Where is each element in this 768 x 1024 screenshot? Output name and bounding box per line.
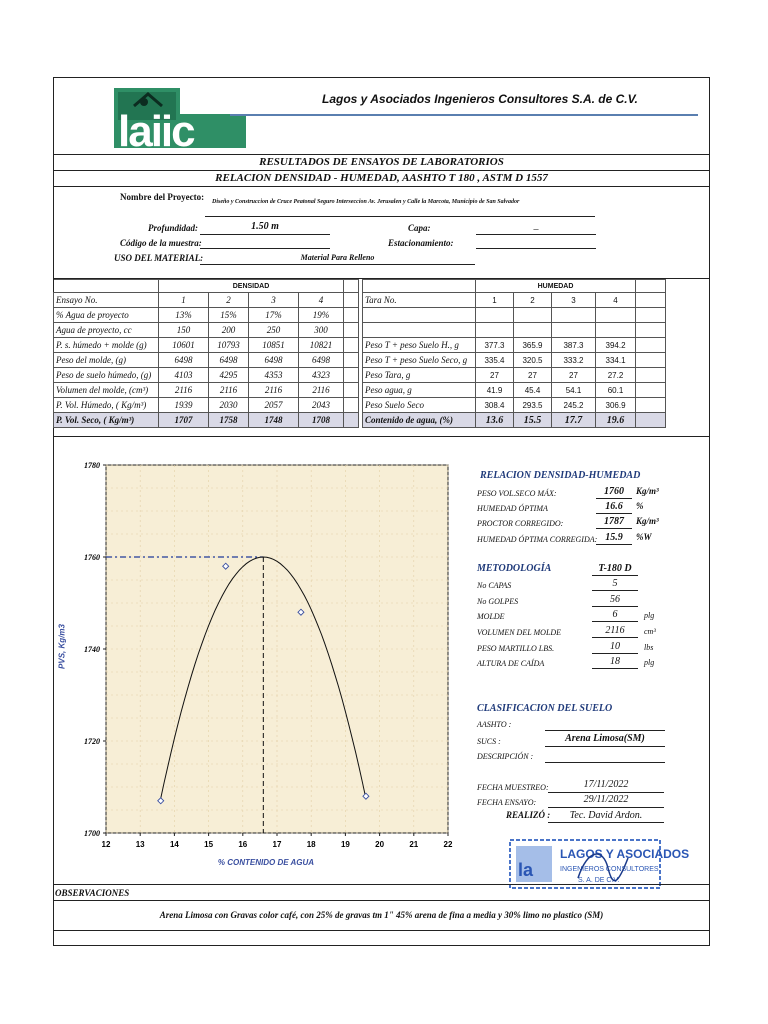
title-bottom-rule [53,186,710,187]
metodologia-underline [592,637,638,638]
metodologia-value: 5 [612,578,618,589]
humidity-row [363,323,666,338]
humidity-row-label: Peso T + peso Suelo Seco, g [363,353,476,368]
metodologia-label: PESO MARTILLO LBS. [477,644,555,653]
density-row-label: P. Vol. Seco, ( Kg/m³) [54,413,159,428]
relacion-value: 15.9 [605,532,623,543]
metodologia-underline [592,590,638,591]
header-rule [230,114,698,116]
density-row-label: % Agua de proyecto [54,308,159,323]
sample-underline [200,248,330,249]
x-tick-label: 20 [375,840,385,849]
x-tick-label: 22 [443,840,453,849]
humidity-row-label: Peso Tara, g [363,368,476,383]
density-row-label: Agua de proyecto, cc [54,323,159,338]
x-tick-label: 18 [306,840,316,849]
relacion-unit: Kg/m³ [636,516,659,526]
relacion-underline [596,513,632,514]
metodologia-value: 56 [610,594,620,605]
density-row: Volumen del molde, (cm³) 2116 2116 2116 2116 [54,383,359,398]
title-mid-rule [53,170,710,171]
layer-underline [476,234,596,235]
metodologia-unit: lbs [644,643,654,652]
x-tick-label: 13 [135,840,145,849]
humidity-row-label: Peso agua, g [363,383,476,398]
humidity-header: HUMEDAD [476,280,636,293]
y-tick-label: 1720 [84,737,100,746]
humidity-row-label: Tara No. [363,293,476,308]
metodologia-label: VOLUMEN DEL MOLDE [477,628,562,637]
x-tick-label: 19 [340,840,350,849]
metodologia-unit: cm³ [644,627,656,636]
density-row: Peso del molde, (g) 6498 6498 6498 6498 [54,353,359,368]
density-row-label: Volumen del molde, (cm³) [54,383,159,398]
station-label: Estacionamiento: [388,238,454,248]
humidity-row-label [363,308,476,323]
density-row: Peso de suelo húmedo, (g) 4103 4295 4353 4323 [54,368,359,383]
density-row-label: P. Vol. Húmedo, ( Kg/m³) [54,398,159,413]
relacion-value: 1787 [604,516,624,527]
density-row-label: P. s. húmedo + molde (g) [54,338,159,353]
humidity-row: Peso agua, g 41.9 45.4 54.1 60.1 [363,383,666,398]
clasificacion-title: CLASIFICACION DEL SUELO [477,703,613,714]
x-tick-label: 12 [101,840,111,849]
layer-label: Capa: [408,223,431,233]
metodologia-label: MOLDE [477,612,505,621]
relacion-unit: %W [636,532,652,542]
ylabel: PVS, Kg/m3 [57,624,67,669]
metodologia-value: 10 [610,641,620,652]
humidity-row: Peso Suelo Seco 308.4 293.5 245.2 306.9 [363,398,666,413]
metodologia-underline [592,606,638,607]
metodologia-method: T-180 D [598,563,632,574]
sample-label: Código de la muestra: [120,238,202,248]
report-title: RESULTADOS DE ENSAYOS DE LABORATORIOS [259,156,504,168]
layer-value: _ [533,220,539,231]
obs-mid-rule [53,900,710,901]
relacion-label: PESO VOL.SECO MÁX: [477,489,557,498]
obs-top-rule [53,884,710,885]
density-row: P. Vol. Seco, ( Kg/m³) 1707 1758 1748 1708 [54,413,359,428]
relacion-unit: % [636,501,644,511]
density-row: Agua de proyecto, cc 150 200 250 300 [54,323,359,338]
company-name: Lagos y Asociados Ingenieros Consultores S.A. de C.V. [322,92,638,106]
station-underline [476,248,596,249]
relacion-label: HUMEDAD ÓPTIMA CORREGIDA: [477,535,598,544]
project-name-label: Nombre del Proyecto: [120,192,205,202]
humidity-row-label: Peso T + peso Suelo H., g [363,338,476,353]
humidity-row: Peso Tara, g 27 27 27 27.2 [363,368,666,383]
humidity-row [363,308,666,323]
relacion-value: 1760 [604,486,624,497]
metodologia-underline [592,653,638,654]
svg-text:laiic: laiic [118,107,194,156]
company-stamp [508,838,690,890]
density-table [53,279,359,428]
metodologia-label: ALTURA DE CAÍDA [477,659,545,668]
company-logo [114,88,246,156]
metodologia-unit: plg [644,611,655,620]
humidity-row: Tara No. 1 2 3 4 [363,293,666,308]
depth-label: Profundidad: [148,223,199,233]
density-row: P. Vol. Húmedo, ( Kg/m³) 1939 2030 2057 2043 [54,398,359,413]
metodologia-value: 18 [610,656,620,667]
xlabel: % CONTENIDO DE AGUA [217,858,315,867]
density-row: P. s. húmedo + molde (g) 10601 10793 10851 10821 [54,338,359,353]
desc-label: DESCRIPCIÓN : [477,752,534,761]
stamp-line3: S. A. DE C.V. [578,877,620,884]
metodologia-unit: plg [644,658,655,667]
humidity-row: Peso T + peso Suelo Seco, g 335.4 320.5 333.2 334.1 [363,353,666,368]
realizo-underline [548,822,664,823]
y-tick-label: 1740 [84,645,100,654]
relacion-value: 16.6 [605,501,623,512]
use-label: USO DEL MATERIAL: [114,253,204,263]
y-tick-label: 1760 [84,553,100,562]
fecha-muestreo-underline [548,792,664,793]
x-tick-label: 14 [169,840,179,849]
metodologia-label: No GOLPES [477,597,519,606]
use-underline [200,264,475,265]
relacion-underline [596,544,632,545]
metodologia-title: METODOLOGÍA [477,563,552,574]
sucs-underline [545,746,665,747]
aashto-label: AASHTO : [477,720,512,729]
title-top-rule [53,154,710,155]
x-tick-label: 15 [204,840,214,849]
humidity-row-label: Peso Suelo Seco [363,398,476,413]
metodologia-value: 6 [612,609,618,620]
use-value: Material Para Relleno [300,253,375,262]
metodologia-underline [592,668,638,669]
density-row-label: Peso del molde, (g) [54,353,159,368]
density-header: DENSIDAD [159,280,344,293]
density-row: % Agua de proyecto 13% 15% 17% 19% [54,308,359,323]
fecha-ensayo-label: FECHA ENSAYO: [477,798,537,807]
compaction-chart [66,450,466,870]
fecha-ensayo-underline [548,807,664,808]
tables-bottom-rule [53,436,710,437]
observaciones-label: OBSERVACIONES [55,888,130,898]
aashto-underline [545,730,665,731]
report-subtitle: RELACION DENSIDAD - HUMEDAD, AASHTO T 180 , ASTM D 1557 [215,172,548,184]
project-name-value: Diseño y Construccion de Cruce Peatonal Seguro Interseccion Av. Jerusalen y Calle la Marcota, Municipio de San Salvador [212,199,520,205]
density-row: Ensayo No. 1 2 3 4 [54,293,359,308]
humidity-row-label: Contenido de agua, (%) [363,413,476,428]
relacion-unit: Kg/m³ [636,486,659,496]
fecha-muestreo-value: 17/11/2022 [583,779,629,790]
depth-underline [200,234,330,235]
depth-value: 1.50 m [251,221,279,232]
observaciones-text: Arena Limosa con Gravas color café, con 25% de gravas tm 1" 45% arena de fina a media y 30% limo no plastico (SM) [159,910,604,920]
relacion-underline [596,498,632,499]
project-name-underline [205,216,595,217]
metodologia-value: 2116 [605,625,625,636]
humidity-row: Contenido de agua, (%) 13.6 15.5 17.7 19.6 [363,413,666,428]
method-underline [592,575,638,576]
stamp-line1: LAGOS Y ASOCIADOS [560,847,690,861]
relacion-title: RELACION DENSIDAD-HUMEDAD [480,470,641,481]
metodologia-underline [592,621,638,622]
fecha-ensayo-value: 29/11/2022 [583,794,629,805]
y-tick-label: 1700 [84,829,100,838]
obs-bottom-rule [53,930,710,931]
density-row-label: Peso de suelo húmedo, (g) [54,368,159,383]
x-tick-label: 16 [238,840,248,849]
realizo-label: REALIZÓ : [506,810,551,820]
humidity-table [362,279,666,428]
y-tick-label: 1780 [84,461,100,470]
fecha-muestreo-label: FECHA MUESTREO: [477,783,549,792]
x-tick-label: 17 [272,840,282,849]
density-row-label: Ensayo No. [54,293,159,308]
metodologia-label: No CAPAS [477,581,512,590]
humidity-row-label [363,323,476,338]
x-tick-label: 21 [409,840,419,849]
stamp-line2: INGENIEROS CONSULTORES [560,866,659,873]
humidity-row: Peso T + peso Suelo H., g 377.3 365.9 387.3 394.2 [363,338,666,353]
relacion-underline [596,528,632,529]
sucs-value: Arena Limosa(SM) [565,733,645,744]
svg-text:la: la [518,860,534,880]
relacion-label: HUMEDAD ÓPTIMA [477,504,548,513]
relacion-label: PROCTOR CORREGIDO: [477,519,564,528]
sucs-label: SUCS : [477,737,501,746]
realizo-value: Tec. David Ardon. [569,810,643,821]
desc-underline [545,762,665,763]
